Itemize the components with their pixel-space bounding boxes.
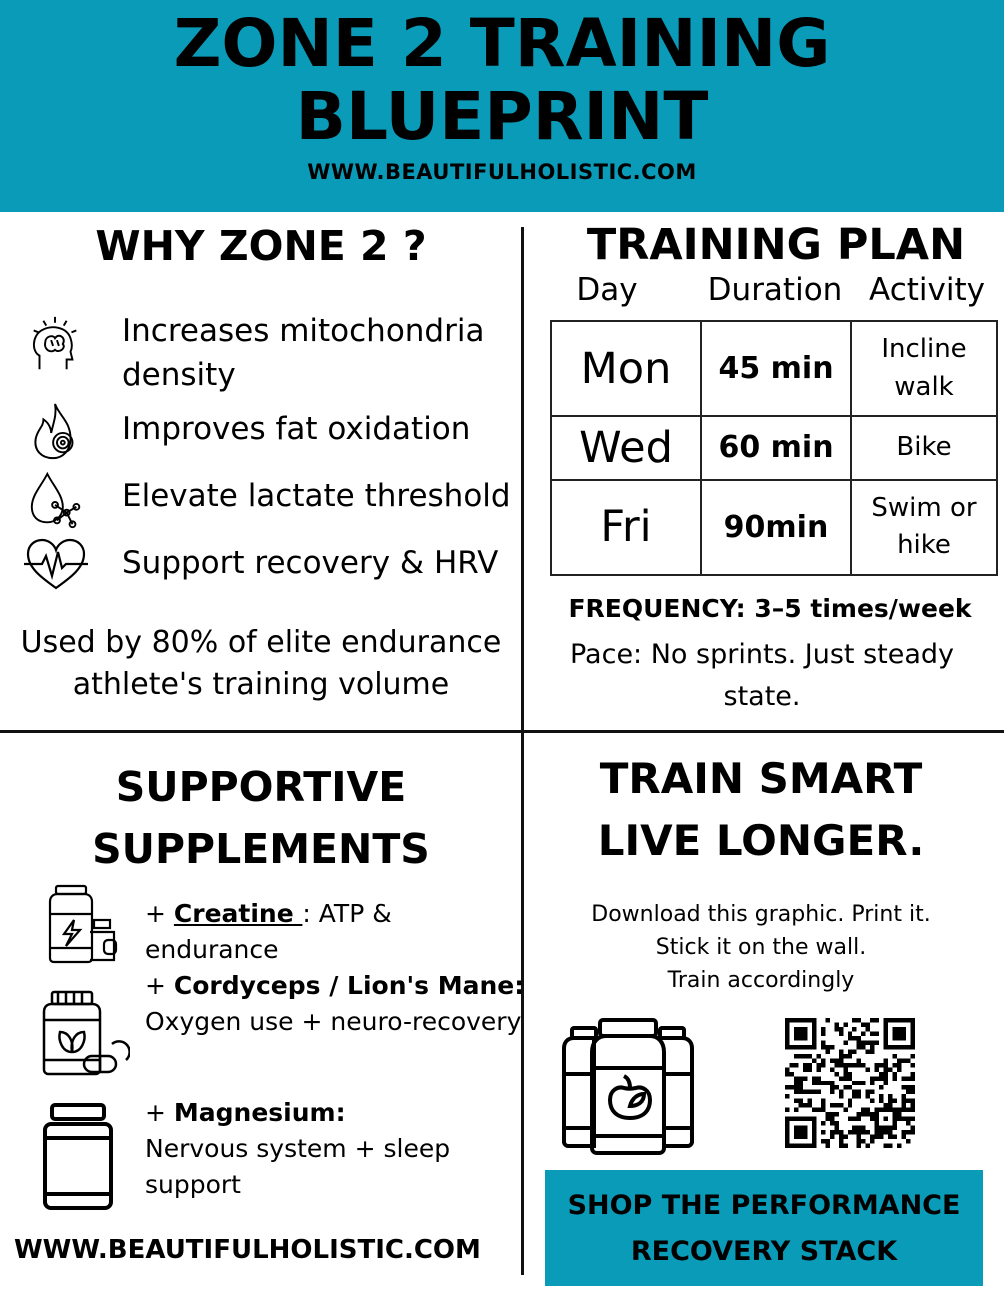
page-title-line2: BLUEPRINT [295, 78, 709, 155]
cordyceps-desc: Oxygen use + neuro-recovery [145, 1007, 522, 1036]
duration-cell: 60 min [701, 416, 851, 480]
header-website-url[interactable]: WWW.BEAUTIFULHOLISTIC.COM [307, 160, 697, 184]
download-instructions-line3: Train accordingly [667, 968, 855, 993]
divider-horizontal [0, 730, 1004, 733]
train-smart-title-line2: LIVE LONGER. [597, 816, 925, 865]
supplement-prefix: + [145, 971, 174, 1000]
elite-usage-note [0, 622, 522, 706]
pace-line2: state. [723, 681, 801, 712]
supplement-jars-icon [44, 884, 120, 964]
benefit-fat-oxidation: Improves fat oxidation [122, 411, 471, 447]
activity-line2: walk [894, 371, 954, 402]
activity-cell [851, 480, 997, 575]
benefit-mitochondria [122, 309, 522, 397]
table-row [551, 321, 997, 416]
cta-line1[interactable]: SHOP THE PERFORMANCE [567, 1190, 961, 1221]
duration-cell: 90min [701, 480, 851, 575]
why-zone2-title: WHY ZONE 2 ? [95, 222, 427, 270]
benefit-recovery-hrv: Support recovery & HRV [122, 545, 499, 581]
activity-line1: Swim or [871, 492, 977, 523]
magnesium-name: Magnesium: [173, 1098, 346, 1127]
duration-cell: 45 min [701, 321, 851, 416]
heartbeat-icon [24, 534, 88, 596]
supplement-cordyceps [145, 968, 525, 1040]
page-title-line1: ZONE 2 TRAINING [173, 5, 831, 82]
cta-line2[interactable]: RECOVERY STACK [630, 1236, 898, 1267]
supplements-title-line1: SUPPORTIVE [115, 763, 407, 811]
activity-line1: Bike [896, 432, 952, 463]
day-cell: Mon [551, 321, 701, 416]
elite-usage-note-line1: Used by 80% of elite endurance [20, 625, 502, 660]
supplement-creatine [145, 896, 525, 968]
day-cell: Wed [551, 416, 701, 480]
column-header-activity: Activity [869, 272, 985, 308]
training-plan-title: TRAINING PLAN [586, 220, 966, 270]
day-cell: Fri [551, 480, 701, 575]
activity-cell [851, 416, 997, 480]
magnesium-desc-line1: Nervous system + sleep [145, 1134, 451, 1163]
footer-website-url[interactable]: WWW.BEAUTIFULHOLISTIC.COM [14, 1235, 481, 1265]
supplement-bottles-icon [558, 1018, 698, 1156]
shop-recovery-stack-label[interactable] [545, 1183, 983, 1275]
column-header-duration: Duration [707, 272, 843, 308]
pace-text [530, 634, 994, 718]
creatine-link[interactable]: Creatine [173, 899, 303, 928]
drop-network-icon [26, 470, 88, 532]
jar-icon [42, 1102, 114, 1212]
supplement-magnesium [145, 1095, 525, 1203]
training-plan-table [550, 320, 998, 576]
activity-line1: Incline [881, 333, 967, 364]
benefit-lactate-threshold: Elevate lactate threshold [122, 478, 511, 514]
pace-line1: Pace: No sprints. Just steady [569, 639, 955, 670]
train-smart-title-line1: TRAIN SMART [599, 754, 923, 803]
column-header-day: Day [576, 272, 638, 308]
supplement-prefix: + [145, 1098, 174, 1127]
brain-icon [24, 313, 86, 375]
train-smart-title [526, 748, 996, 872]
download-instructions-line2: Stick it on the wall. [655, 935, 867, 960]
cordyceps-name: Cordyceps / Lion's Mane: [173, 971, 525, 1000]
activity-line2: hike [897, 530, 951, 561]
supplements-title [0, 756, 522, 880]
table-row [551, 416, 997, 480]
creatine-desc: : ATP & endurance [145, 899, 392, 964]
pill-bottle-icon [40, 990, 130, 1076]
qr-code-icon[interactable] [784, 1018, 916, 1148]
magnesium-desc-line2: support [145, 1170, 241, 1199]
frequency-text: FREQUENCY: 3–5 times/week [568, 594, 972, 623]
download-instructions [526, 898, 996, 997]
supplement-prefix: + [145, 899, 174, 928]
benefit-mitochondria-line1: Increases mitochondria [122, 313, 485, 349]
elite-usage-note-line2: athlete's training volume [72, 667, 450, 702]
supplements-title-line2: SUPPLEMENTS [92, 825, 430, 873]
flame-icon [26, 400, 88, 462]
activity-cell [851, 321, 997, 416]
table-row [551, 480, 997, 575]
download-instructions-line1: Download this graphic. Print it. [591, 902, 931, 927]
benefit-mitochondria-line2: density [122, 357, 236, 393]
